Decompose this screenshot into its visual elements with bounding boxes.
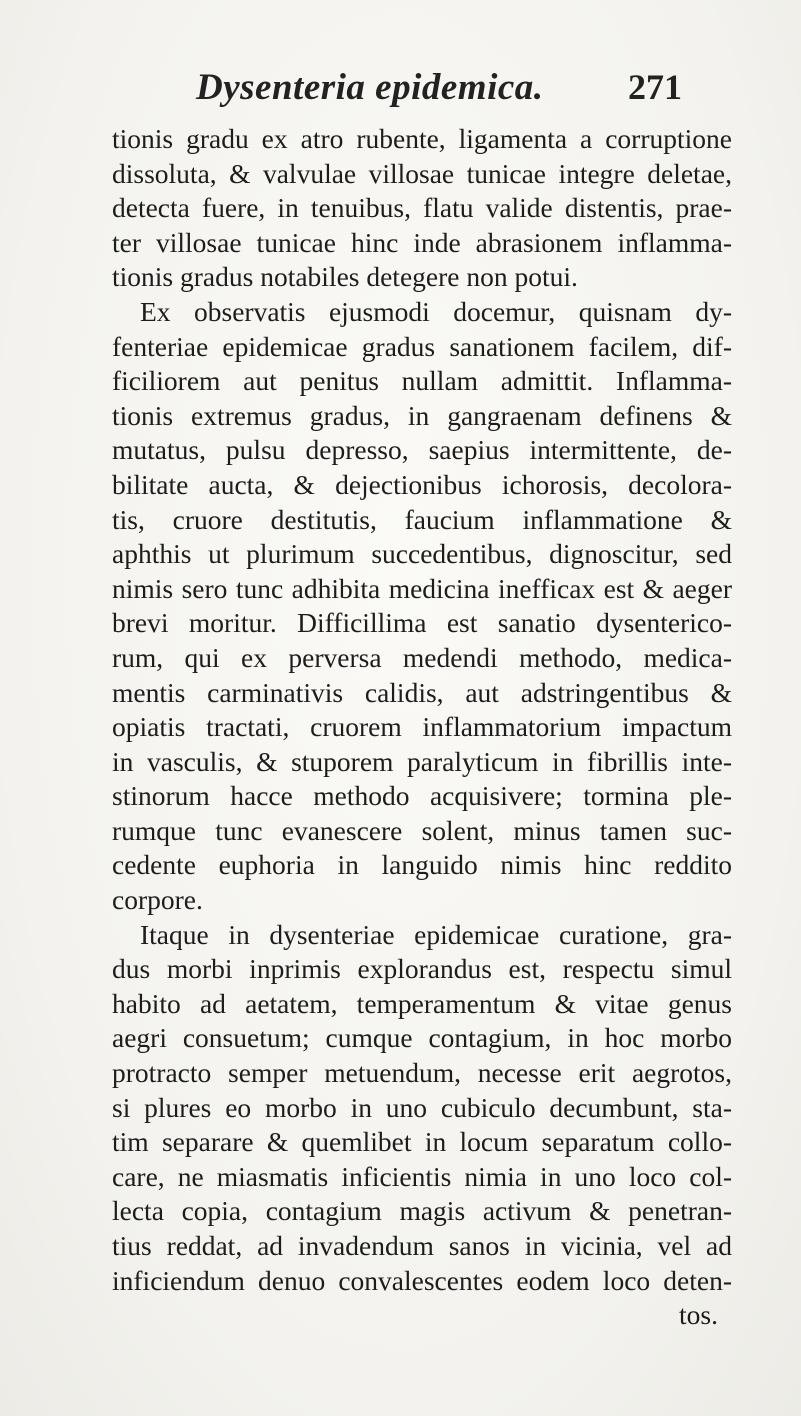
text-line: nimis sero tunc adhibita medicina inefficax est & aeger [112,572,732,604]
running-head: Dysenteria epidemica. [196,67,544,108]
text-line: opiatis tractati, cruorem inflammatorium impactum [112,711,732,743]
text-line: mentis carminativis calidis, aut adstringentibus & [112,676,732,708]
text-line: ter villosae tunicae hinc inde abrasionem inflamma- [112,226,732,258]
text-line: tionis gradu ex atro rubente, ligamenta a corruptione [112,123,732,154]
text-line: cedente euphoria in languido nimis hinc reddito [112,849,732,881]
text-line: si plures eo morbo in uno cubiculo decumbunt, sta- [112,1091,732,1123]
catchword: tos. [679,1299,718,1331]
text-line: stinorum hacce methodo acquisivere; tormina ple- [112,780,732,812]
text-line: aegri consuetum; cumque contagium, in hoc morbo [112,1022,732,1054]
text-line: care, ne miasmatis inficientis nimia in uno loco col- [112,1160,732,1192]
text-line: dissoluta, & valvulae villosae tunicae integre deletae, [112,157,732,189]
text-line: corpore. [112,884,203,916]
text-line: lecta copia, contagium magis activum & penetran- [112,1195,732,1227]
text-line: tius reddat, ad invadendum sanos in vicinia, vel ad [112,1230,732,1261]
paragraph-start-line: Itaque in dysenteriae epidemicae curatione, gra- [140,918,732,950]
body-text [112,122,732,1333]
text-line: brevi moritur. Difficillima est sanatio dysenterico- [112,607,732,639]
text-line: dus morbi inprimis explorandus est, respectu simul [112,953,732,985]
text-line: rumque tunc evanescere solent, minus tamen suc- [112,814,732,846]
text-line: protracto semper metuendum, necesse erit aegrotos, [112,1057,732,1089]
text-line: aphthis ut plurimum succedentibus, dignoscitur, sed [112,538,732,570]
paragraph-start-line: Ex observatis ejusmodi docemur, quisnam dy- [140,295,732,327]
text-line: detecta fuere, in tenuibus, flatu valide distentis, prae- [112,192,732,224]
text-line: tis, cruore destitutis, faucium inflammatione & [112,503,732,535]
text-line: tim separare & quemlibet in locum separatum collo- [112,1126,732,1158]
text-line: tionis gradus notabiles detegere non potui. [112,261,578,293]
text-line: in vasculis, & stuporem paralyticum in fibrillis inte- [112,745,732,777]
text-line: rum, qui ex perversa medendi methodo, medica- [112,641,732,673]
text-line: fenteriae epidemicae gradus sanationem facilem, dif- [112,330,732,362]
text-line: tionis extremus gradus, in gangraenam definens & [112,399,732,431]
text-line: ficiliorem aut penitus nullam admittit. Inflamma- [112,365,732,397]
text-line: bilitate aucta, & dejectionibus ichorosis, decolora- [112,468,732,500]
text-line: mutatus, pulsu depresso, saepius intermittente, de- [112,434,732,466]
text-line: inficiendum denuo convalescentes eodem loco deten- [112,1264,732,1296]
text-line: habito ad aetatem, temperamentum & vitae genus [112,987,732,1019]
page-number: 271 [628,67,682,107]
